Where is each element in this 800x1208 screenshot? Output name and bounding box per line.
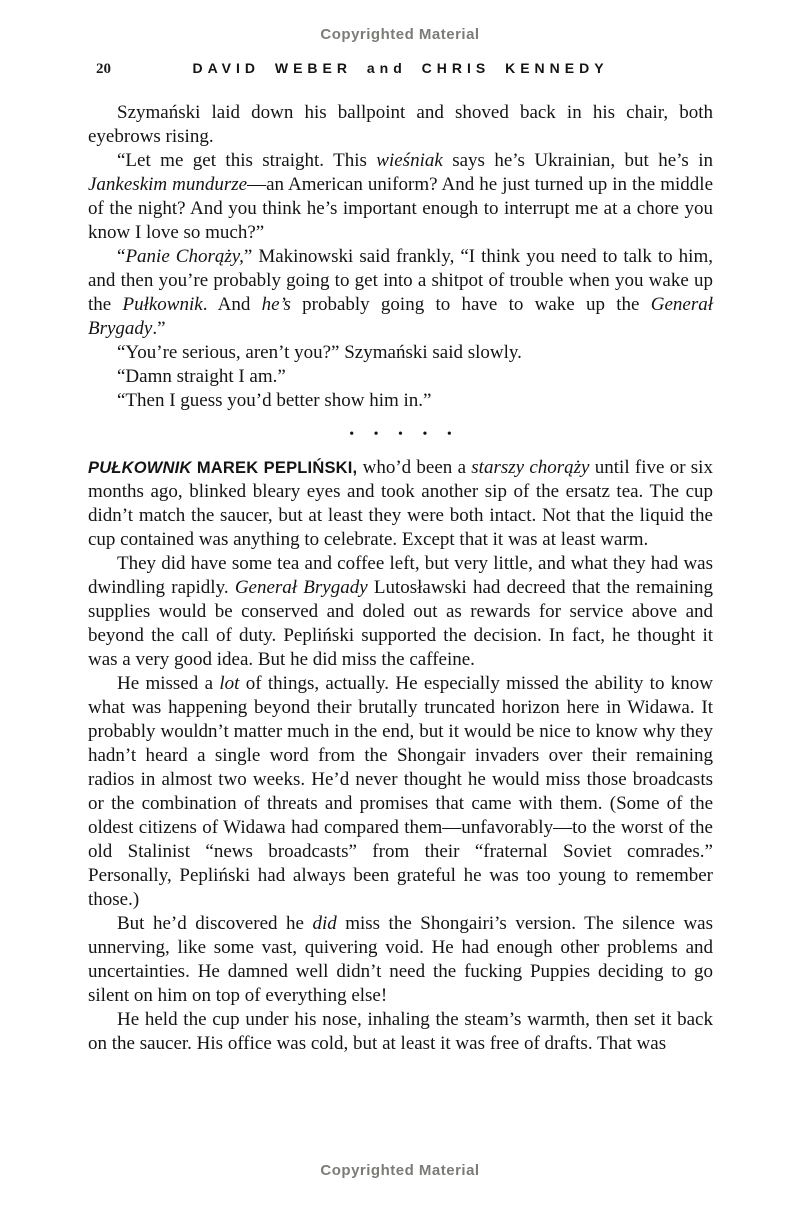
text-run: probably going to have to wake up the	[290, 294, 651, 315]
text-run-i: Generał Brygady	[234, 577, 368, 598]
text-run-i: Jankeskim mundurze	[88, 174, 248, 195]
text-run: .”	[152, 318, 166, 339]
text-run: says he’s Ukrainian, but he’s in	[442, 150, 713, 171]
text-run: Lutosławski had decreed that the remaining supplies would be conserved and doled out as rewards for service above and beyond the call of duty. Pepliński supported the decision. In fact, he thought it was a very good idea. But he did miss the caffeine.	[88, 577, 713, 670]
running-header	[88, 60, 713, 80]
text-run: “	[117, 246, 126, 267]
text-run: —an American uniform? And he just turned up in the middle of the night? And you think he’s important enough to interrupt me at a chore you know I love so much?”	[88, 174, 713, 243]
text-run: But he’d discovered he	[117, 913, 313, 934]
scene-break-dots: • • • • •	[349, 427, 452, 442]
text-run: “Then I guess you’d better show him in.”	[117, 390, 432, 411]
paragraph	[88, 912, 713, 1008]
text-run-bis: PUŁKOWNIK	[88, 459, 192, 477]
text-run: ” Makinowski said frankly, “I think you need to talk to him, and then you’re probably going to get into a shitpot of trouble when you wake up the	[88, 246, 713, 315]
text-run-i: Panie Chorąży,	[125, 246, 244, 267]
paragraph	[88, 101, 713, 149]
text-run-i: Generał Brygady	[88, 294, 713, 339]
copyright-notice-top: Copyrighted Material	[320, 26, 480, 43]
text-run-i: lot	[219, 673, 240, 694]
text-run-i: Pułkownik	[122, 294, 203, 315]
text-run: “You’re serious, aren’t you?” Szymański said slowly.	[117, 342, 522, 363]
paragraph	[88, 365, 713, 389]
paragraph	[88, 341, 713, 365]
text-run: miss the Shongairi’s version. The silence was unnerving, like some vast, quivering void. He had enough other problems and uncertainties. He damned well didn’t need the fucking Puppies deciding to go silent on him on top of everything else!	[88, 913, 713, 1006]
text-run: . And	[202, 294, 262, 315]
body-text	[88, 101, 713, 1056]
text-run-i: starszy chorąży	[471, 457, 590, 478]
text-run: “Damn straight I am.”	[117, 366, 286, 387]
text-run-i: wieśniak	[376, 150, 443, 171]
running-header-authors: DAVID WEBER and CHRIS KENNEDY	[192, 60, 609, 76]
text-run-i: he’s	[261, 294, 291, 315]
paragraph	[88, 552, 713, 672]
text-run: He missed a	[117, 673, 220, 694]
text-run: of things, actually. He especially missed the ability to know what was happening beyond their brutally truncated horizon here in Widawa. It probably wouldn’t matter much in the end, but it would be nice to know why they hadn’t heard a single word from the Shongair invaders over their remaining radios in almost two weeks. He’d never thought he would miss those broadcasts or the combination of threats and promises that came with them. (Some of the oldest citizens of Widawa had compared them—unfavorably—to the worst of the old Stalinist “news broadcasts” from their “fraternal Soviet comrades.” Personally, Pepliński had always been grateful he was too young to remember those.)	[88, 673, 713, 910]
page-number: 20	[96, 61, 111, 77]
text-run: who’d been a	[357, 457, 472, 478]
paragraph	[88, 672, 713, 912]
text-run-bs: MAREK PEPLIŃSKI,	[191, 459, 358, 477]
text-run: They did have some tea and coffee left, but very little, and what they had was dwindling rapidly.	[88, 553, 713, 598]
paragraph	[88, 456, 713, 552]
text-run: He held the cup under his nose, inhaling the steam’s warmth, then set it back on the saucer. His office was cold, but at least it was free of drafts. That was	[88, 1009, 713, 1054]
text-run-i: did	[312, 913, 337, 934]
text-run: Szymański laid down his ballpoint and shoved back in his chair, both eyebrows rising.	[88, 102, 713, 147]
copyright-notice-bottom: Copyrighted Material	[320, 1162, 480, 1179]
paragraph	[88, 245, 713, 341]
text-run: “Let me get this straight. This	[117, 150, 377, 171]
text-run: until five or six months ago, blinked bleary eyes and took another sip of the ersatz tea. The cup didn’t match the saucer, but at least they were both intact. Not that the liquid the cup contained was anything to celebrate. Except that it was at least warm.	[88, 457, 713, 550]
paragraph	[88, 1008, 713, 1056]
paragraph	[88, 149, 713, 245]
paragraph	[88, 389, 713, 413]
